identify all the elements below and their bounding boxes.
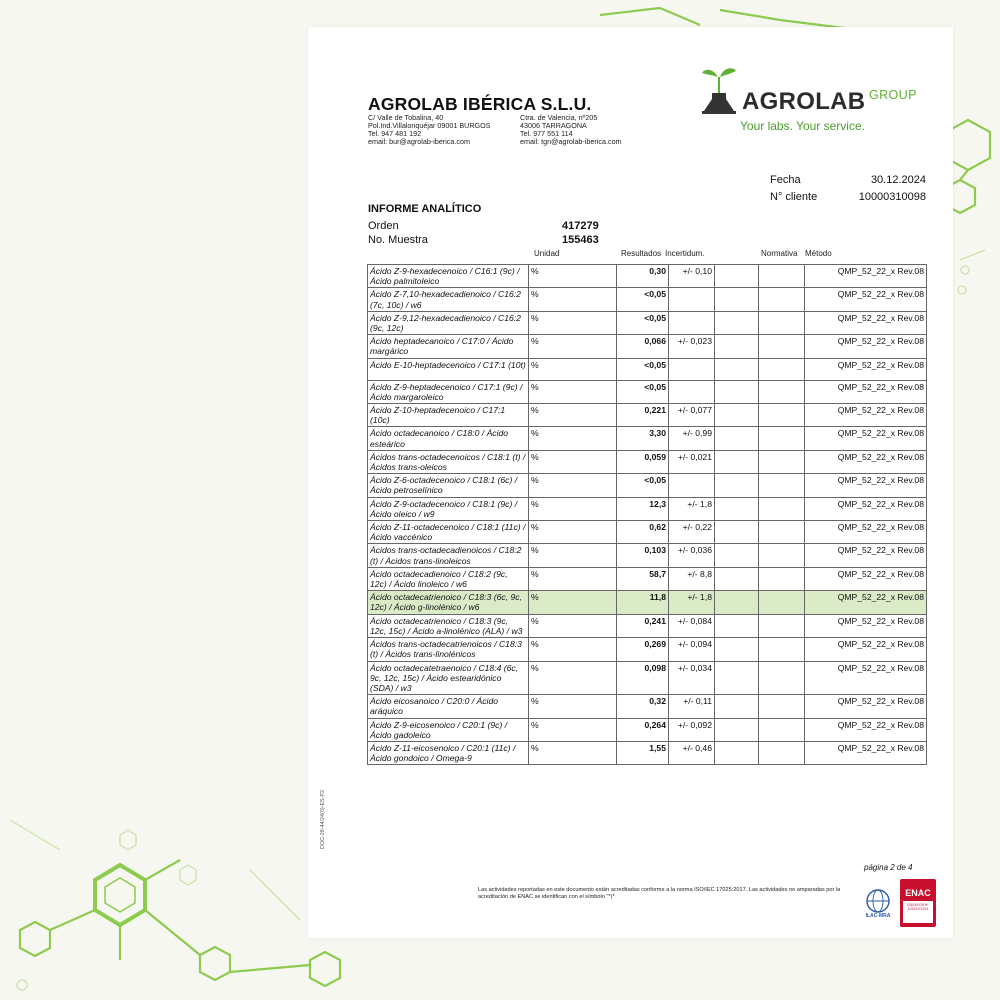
- unit-cell: %: [529, 614, 617, 637]
- analyte-name: Ácido octadecanoico / C18:0 / Ácido esteárico: [368, 427, 529, 450]
- method-cell: QMP_52_22_x Rev.08: [805, 288, 927, 311]
- analyte-name: Ácido octadecadienoico / C18:2 (9c, 12c) / Ácido linoleico / w6: [368, 567, 529, 590]
- normativa-cell: [759, 427, 805, 450]
- result-cell: 12,3: [617, 497, 669, 520]
- result-cell: <0,05: [617, 311, 669, 334]
- empty-cell: [715, 427, 759, 450]
- col-metodo: Método: [805, 249, 832, 258]
- result-cell: 0,066: [617, 335, 669, 358]
- uncertainty-cell: +/- 0,22: [669, 521, 715, 544]
- unit-cell: %: [529, 695, 617, 718]
- uncertainty-cell: +/- 0,10: [669, 265, 715, 288]
- table-row: [368, 718, 927, 741]
- result-cell: 0,32: [617, 695, 669, 718]
- uncertainty-cell: +/- 0,092: [669, 718, 715, 741]
- table-row: [368, 695, 927, 718]
- enac-badge: [900, 879, 936, 927]
- table-row: [368, 288, 927, 311]
- method-cell: QMP_52_22_x Rev.08: [805, 497, 927, 520]
- uncertainty-cell: [669, 380, 715, 403]
- report-title: INFORME ANALÍTICO: [368, 203, 482, 215]
- result-cell: 1,55: [617, 741, 669, 764]
- result-cell: 0,269: [617, 638, 669, 661]
- table-row: [368, 521, 927, 544]
- empty-cell: [715, 718, 759, 741]
- result-cell: 0,30: [617, 265, 669, 288]
- normativa-cell: [759, 638, 805, 661]
- document-code: DOC-28-44/24(0)-ES-P2: [320, 789, 326, 849]
- uncertainty-cell: +/- 0,036: [669, 544, 715, 567]
- analyte-name: Ácido Z-6-octadecenoico / C18:1 (6c) / Ácido petroselínico: [368, 474, 529, 497]
- uncertainty-cell: +/- 0,077: [669, 404, 715, 427]
- normativa-cell: [759, 288, 805, 311]
- unit-cell: %: [529, 544, 617, 567]
- result-cell: 0,221: [617, 404, 669, 427]
- analyte-name: Ácido Z-10-heptadecenoico / C17:1 (10c): [368, 404, 529, 427]
- method-cell: QMP_52_22_x Rev.08: [805, 544, 927, 567]
- unit-cell: %: [529, 474, 617, 497]
- method-cell: QMP_52_22_x Rev.08: [805, 427, 927, 450]
- table-row: [368, 265, 927, 288]
- table-row: [368, 450, 927, 473]
- normativa-cell: [759, 614, 805, 637]
- company-name: AGROLAB IBÉRICA S.L.U.: [368, 94, 592, 114]
- flask-plant-icon: [698, 63, 742, 115]
- normativa-cell: [759, 661, 805, 695]
- method-cell: QMP_52_22_x Rev.08: [805, 450, 927, 473]
- result-cell: 11,8: [617, 591, 669, 614]
- analyte-name: Ácido E-10-heptadecenoico / C17:1 (10t): [368, 358, 529, 380]
- empty-cell: [715, 661, 759, 695]
- table-row: [368, 427, 927, 450]
- analyte-name: Ácido octadecatetraenoico / C18:4 (6c, 9c, 12c, 15c) / Ácido estearidónico (SDA) / w3: [368, 661, 529, 695]
- analyte-name: Ácidos trans-octadecenoicos / C18:1 (t) / Ácidos trans-oleicos: [368, 450, 529, 473]
- orden-label: Orden: [368, 220, 399, 232]
- analyte-name: Ácidos trans-octadecadienoicos / C18:2 (t) / Ácidos trans-linoleicos: [368, 544, 529, 567]
- normativa-cell: [759, 474, 805, 497]
- unit-cell: %: [529, 427, 617, 450]
- table-row: [368, 567, 927, 590]
- empty-cell: [715, 638, 759, 661]
- table-row: [368, 638, 927, 661]
- table-row: [368, 404, 927, 427]
- uncertainty-cell: +/- 0,99: [669, 427, 715, 450]
- results-table: [367, 264, 927, 765]
- unit-cell: %: [529, 311, 617, 334]
- table-row: [368, 335, 927, 358]
- analyte-name: Ácido Z-7,10-hexadecadienoico / C16:2 (7c, 10c) / w6: [368, 288, 529, 311]
- unit-cell: %: [529, 638, 617, 661]
- muestra-label: No. Muestra: [368, 234, 428, 246]
- logo-group: GROUP: [869, 88, 917, 102]
- table-row: [368, 380, 927, 403]
- empty-cell: [715, 380, 759, 403]
- logo-wordmark: AGROLAB: [742, 88, 866, 115]
- result-cell: 0,103: [617, 544, 669, 567]
- empty-cell: [715, 544, 759, 567]
- empty-cell: [715, 311, 759, 334]
- table-row: [368, 544, 927, 567]
- method-cell: QMP_52_22_x Rev.08: [805, 335, 927, 358]
- uncertainty-cell: +/- 0,034: [669, 661, 715, 695]
- result-cell: 0,241: [617, 614, 669, 637]
- col-unidad: Unidad: [534, 249, 560, 258]
- unit-cell: %: [529, 335, 617, 358]
- orden-value: 417279: [562, 220, 599, 232]
- logo-tagline: Your labs. Your service.: [740, 119, 865, 133]
- normativa-cell: [759, 741, 805, 764]
- ilac-mra-badge: [861, 887, 895, 921]
- empty-cell: [715, 614, 759, 637]
- result-cell: 3,30: [617, 427, 669, 450]
- empty-cell: [715, 358, 759, 380]
- method-cell: QMP_52_22_x Rev.08: [805, 718, 927, 741]
- method-cell: QMP_52_22_x Rev.08: [805, 638, 927, 661]
- uncertainty-cell: [669, 311, 715, 334]
- method-cell: QMP_52_22_x Rev.08: [805, 614, 927, 637]
- table-row: [368, 661, 927, 695]
- analyte-name: Ácido Z-9,12-hexadecadienoico / C16:2 (9c, 12c): [368, 311, 529, 334]
- table-row: [368, 311, 927, 334]
- report-sheet: [308, 27, 953, 938]
- uncertainty-cell: +/- 0,46: [669, 741, 715, 764]
- method-cell: QMP_52_22_x Rev.08: [805, 695, 927, 718]
- analyte-name: Ácido Z-11-octadecenoico / C18:1 (11c) / Ácido vaccénico: [368, 521, 529, 544]
- method-cell: QMP_52_22_x Rev.08: [805, 521, 927, 544]
- result-cell: 0,62: [617, 521, 669, 544]
- col-normativa: Normativa: [761, 249, 798, 258]
- empty-cell: [715, 591, 759, 614]
- unit-cell: %: [529, 288, 617, 311]
- unit-cell: %: [529, 741, 617, 764]
- empty-cell: [715, 288, 759, 311]
- table-row: [368, 474, 927, 497]
- normativa-cell: [759, 358, 805, 380]
- unit-cell: %: [529, 404, 617, 427]
- normativa-cell: [759, 544, 805, 567]
- result-cell: <0,05: [617, 288, 669, 311]
- normativa-cell: [759, 311, 805, 334]
- empty-cell: [715, 474, 759, 497]
- analyte-name: Ácido heptadecanoico / C17:0 / Ácido margárico: [368, 335, 529, 358]
- empty-cell: [715, 404, 759, 427]
- normativa-cell: [759, 567, 805, 590]
- table-row: [368, 358, 927, 380]
- result-cell: 58,7: [617, 567, 669, 590]
- analyte-name: Ácido Z-9-octadecenoico / C18:1 (9c) / Ácido oleico / w9: [368, 497, 529, 520]
- uncertainty-cell: +/- 0,023: [669, 335, 715, 358]
- unit-cell: %: [529, 521, 617, 544]
- result-cell: 0,098: [617, 661, 669, 695]
- analyte-name: Ácido Z-11-eicosenoico / C20:1 (11c) / Ácido gondoico / Omega-9: [368, 741, 529, 764]
- fecha-label: Fecha: [770, 174, 801, 186]
- method-cell: QMP_52_22_x Rev.08: [805, 591, 927, 614]
- unit-cell: %: [529, 718, 617, 741]
- method-cell: QMP_52_22_x Rev.08: [805, 474, 927, 497]
- uncertainty-cell: +/- 0,021: [669, 450, 715, 473]
- normativa-cell: [759, 521, 805, 544]
- result-cell: 0,059: [617, 450, 669, 473]
- analyte-name: Ácido Z-9-heptadecenoico / C17:1 (9c) / Ácido margaroleico: [368, 380, 529, 403]
- normativa-cell: [759, 695, 805, 718]
- page-number: página 2 de 4: [864, 863, 913, 872]
- muestra-value: 155463: [562, 234, 599, 246]
- normativa-cell: [759, 335, 805, 358]
- unit-cell: %: [529, 450, 617, 473]
- method-cell: QMP_52_22_x Rev.08: [805, 265, 927, 288]
- method-cell: QMP_52_22_x Rev.08: [805, 358, 927, 380]
- method-cell: QMP_52_22_x Rev.08: [805, 741, 927, 764]
- unit-cell: %: [529, 358, 617, 380]
- method-cell: QMP_52_22_x Rev.08: [805, 311, 927, 334]
- normativa-cell: [759, 265, 805, 288]
- uncertainty-cell: +/- 1,8: [669, 497, 715, 520]
- method-cell: QMP_52_22_x Rev.08: [805, 661, 927, 695]
- analyte-name: Ácido eicosanoico / C20:0 / Ácido aráquico: [368, 695, 529, 718]
- normativa-cell: [759, 404, 805, 427]
- analyte-name: Ácido octadecatrienoico / C18:3 (9c, 12c, 15c) / Ácido a-linolénico (ALA) / w3: [368, 614, 529, 637]
- agrolab-logo: [698, 63, 928, 143]
- table-row: [368, 614, 927, 637]
- result-cell: <0,05: [617, 474, 669, 497]
- uncertainty-cell: +/- 0,11: [669, 695, 715, 718]
- uncertainty-cell: [669, 358, 715, 380]
- result-cell: <0,05: [617, 380, 669, 403]
- normativa-cell: [759, 450, 805, 473]
- col-incertidum: Incertidum.: [665, 249, 705, 258]
- empty-cell: [715, 567, 759, 590]
- unit-cell: %: [529, 591, 617, 614]
- unit-cell: %: [529, 567, 617, 590]
- address-tarragona: Ctra. de Valencia, nº205 43006 TARRAGONA Tel. 977 551 114 email: tgn@agrolab-iberica.com: [520, 113, 622, 147]
- unit-cell: %: [529, 497, 617, 520]
- empty-cell: [715, 695, 759, 718]
- method-cell: QMP_52_22_x Rev.08: [805, 380, 927, 403]
- enac-accreditation-number: ENSAYOS Nº 1031/LE2214: [907, 903, 929, 911]
- ilac-label: ILAC-MRA: [865, 913, 891, 919]
- empty-cell: [715, 521, 759, 544]
- normativa-cell: [759, 718, 805, 741]
- analyte-name: Ácido octadecatrienoico / C18:3 (6c, 9c, 12c) / Ácido g-linolénico / w6: [368, 591, 529, 614]
- unit-cell: %: [529, 265, 617, 288]
- empty-cell: [715, 265, 759, 288]
- result-cell: <0,05: [617, 358, 669, 380]
- method-cell: QMP_52_22_x Rev.08: [805, 404, 927, 427]
- uncertainty-cell: +/- 0,084: [669, 614, 715, 637]
- empty-cell: [715, 450, 759, 473]
- unit-cell: %: [529, 661, 617, 695]
- normativa-cell: [759, 380, 805, 403]
- normativa-cell: [759, 591, 805, 614]
- enac-label: ENAC: [905, 888, 931, 898]
- normativa-cell: [759, 497, 805, 520]
- uncertainty-cell: +/- 1,8: [669, 591, 715, 614]
- analyte-name: Ácido Z-9-eicosenoico / C20:1 (9c) / Ácido gadoleico: [368, 718, 529, 741]
- table-row: [368, 591, 927, 614]
- fecha-value: 30.12.2024: [870, 174, 926, 186]
- result-cell: 0,264: [617, 718, 669, 741]
- uncertainty-cell: [669, 288, 715, 311]
- accreditation-note: Las actividades reportadas en este documento están acreditadas conforme a la norma ISO/IEC 17025:2017. Las actividades no amparadas por la acreditación de ENAC se identifican con el símbolo "*)*: [478, 887, 841, 900]
- empty-cell: [715, 497, 759, 520]
- analyte-name: Ácidos trans-octadecatrienoicos / C18:3 (t) / Ácidos trans-linolénicos: [368, 638, 529, 661]
- analyte-name: Ácido Z-9-hexadecenoico / C16:1 (9c) / Ácido palmitoleico: [368, 265, 529, 288]
- empty-cell: [715, 335, 759, 358]
- uncertainty-cell: +/- 0,094: [669, 638, 715, 661]
- table-row: [368, 497, 927, 520]
- col-resultados: Resultados: [621, 249, 662, 258]
- unit-cell: %: [529, 380, 617, 403]
- table-row: [368, 741, 927, 764]
- address-burgos: C/ Valle de Tobalina, 40 Pol.Ind.Villalonquéjar 09001 BURGOS Tel. 947 481 192 email: bur@agrolab-iberica.com: [368, 113, 491, 147]
- uncertainty-cell: +/- 8,8: [669, 567, 715, 590]
- cliente-value: 10000310098: [858, 191, 926, 203]
- empty-cell: [715, 741, 759, 764]
- method-cell: QMP_52_22_x Rev.08: [805, 567, 927, 590]
- uncertainty-cell: [669, 474, 715, 497]
- cliente-label: N° cliente: [770, 191, 818, 203]
- results-body: [368, 265, 927, 765]
